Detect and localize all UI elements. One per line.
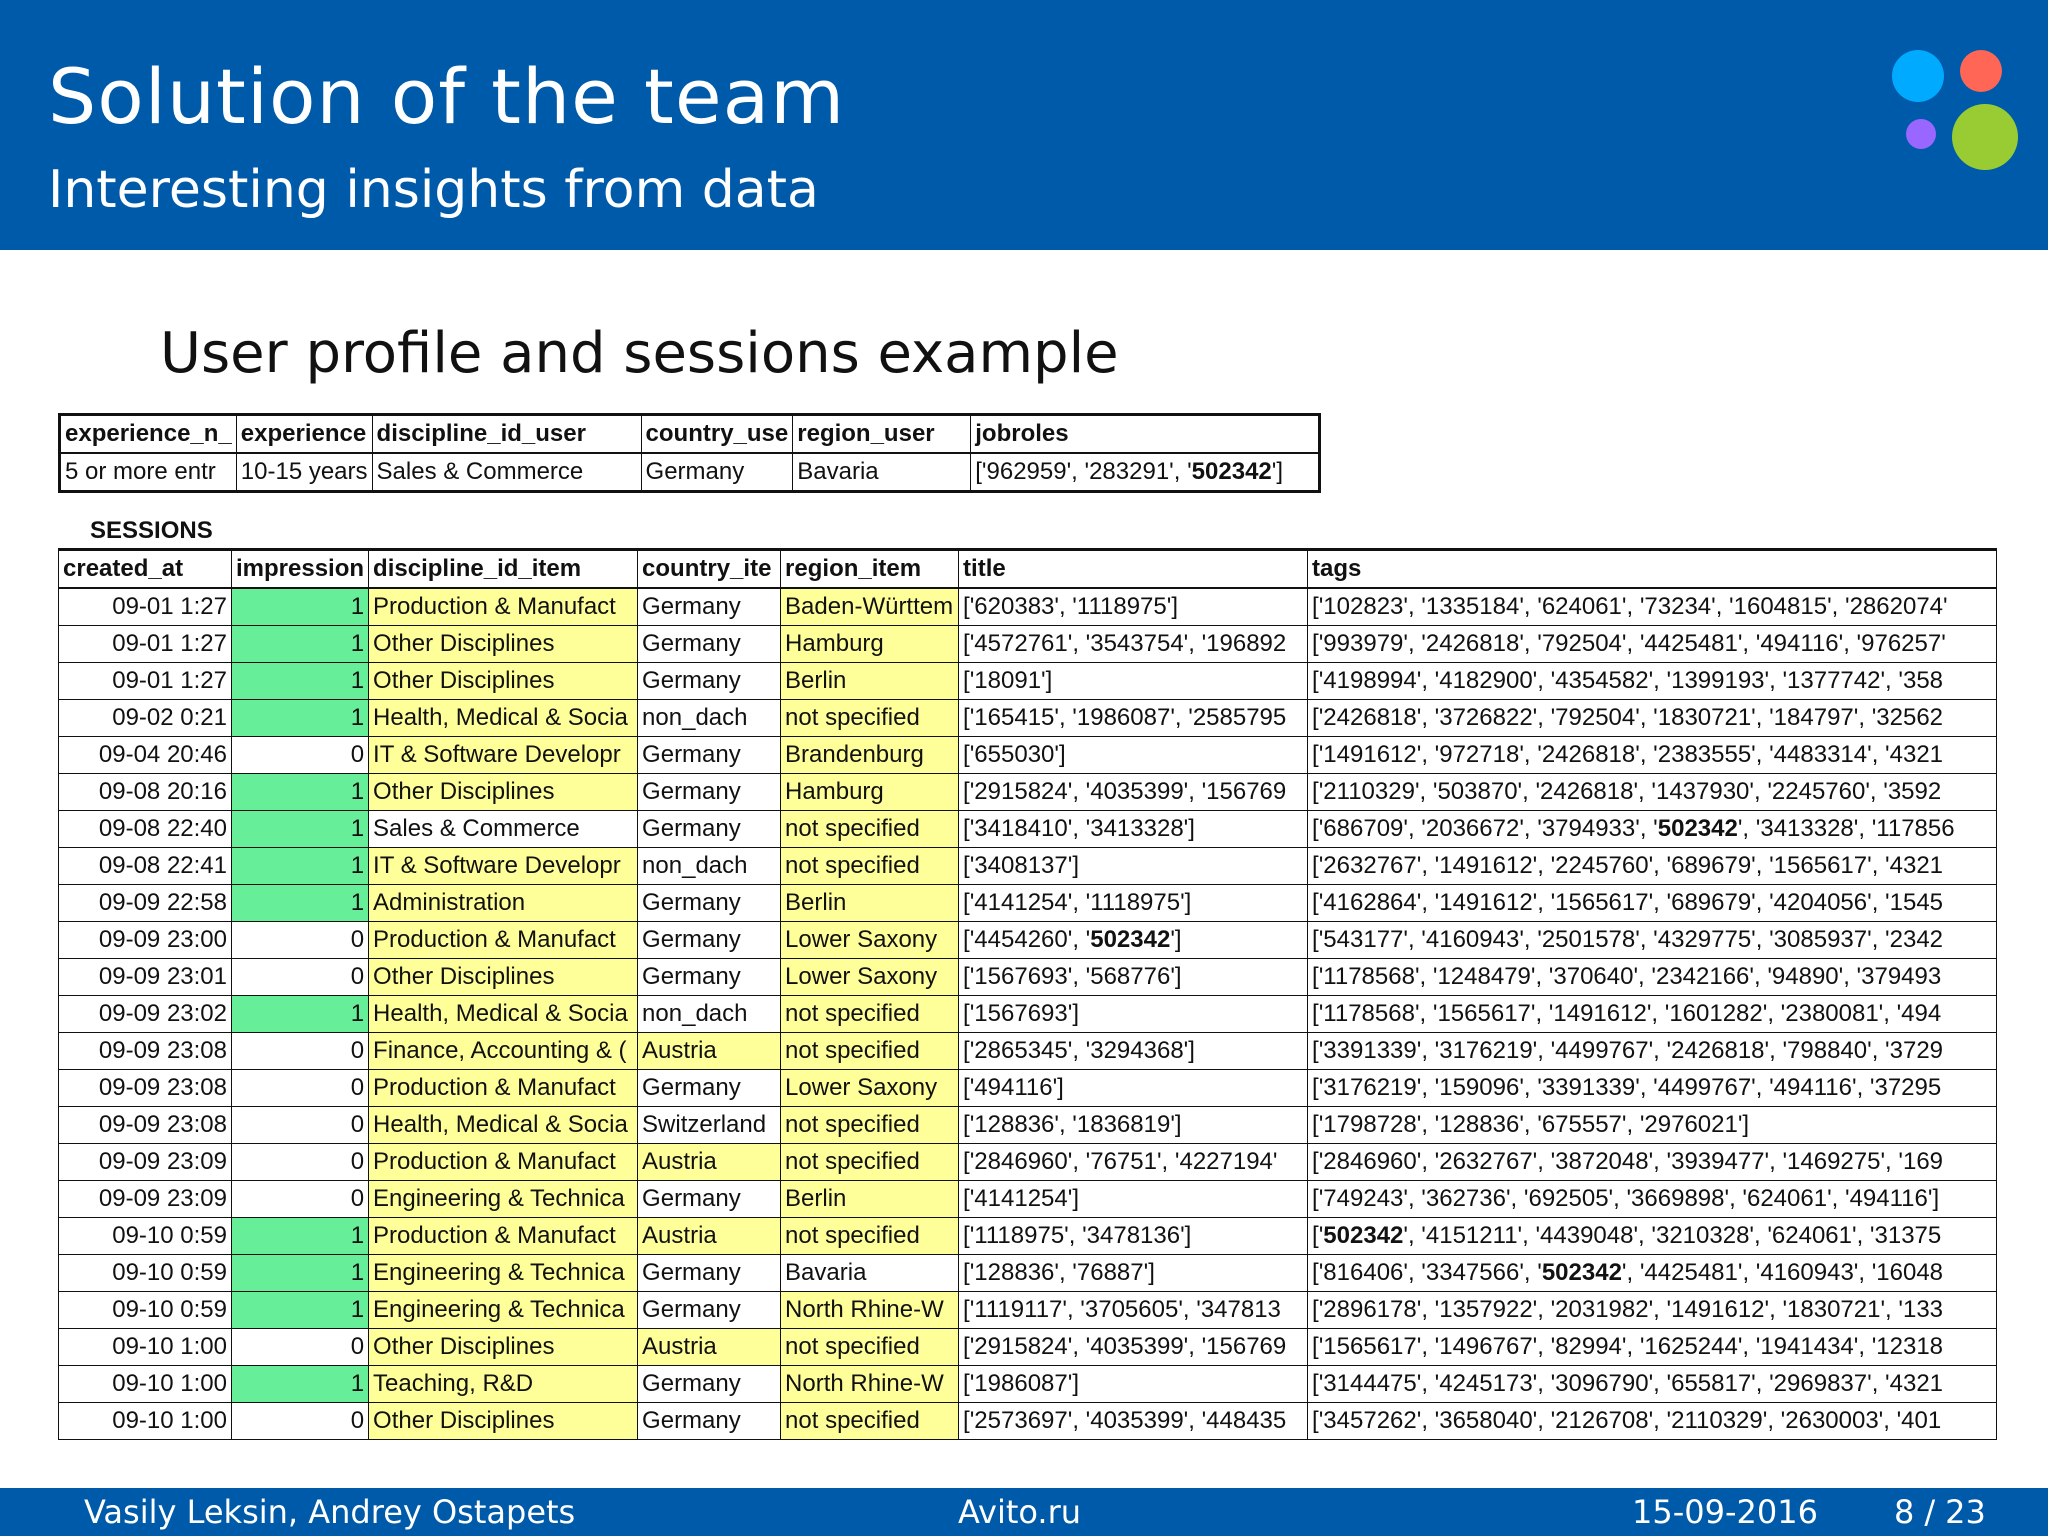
created-at-cell: 09-01 1:27	[59, 626, 232, 663]
impression-cell: 1	[232, 774, 369, 811]
region-cell: Lower Saxony	[781, 922, 959, 959]
profile-cell: Germany	[641, 453, 793, 492]
country-cell: Germany	[638, 1070, 781, 1107]
created-at-cell: 09-04 20:46	[59, 737, 232, 774]
profile-cell: Bavaria	[793, 453, 971, 492]
region-cell: not specified	[781, 1329, 959, 1366]
impression-cell: 0	[232, 1107, 369, 1144]
sessions-col-header: country_ite	[638, 550, 781, 589]
footer-institute: Avito.ru	[958, 1493, 1082, 1531]
session-row	[59, 774, 1997, 811]
tags-cell: ['3176219', '159096', '3391339', '4499767', '494116', '37295	[1308, 1070, 1997, 1107]
tags-cell: ['993979', '2426818', '792504', '4425481', '494116', '976257'	[1308, 626, 1997, 663]
session-row	[59, 885, 1997, 922]
discipline-cell: Other Disciplines	[369, 774, 638, 811]
title-cell: ['4141254']	[959, 1181, 1308, 1218]
created-at-cell: 09-09 23:09	[59, 1181, 232, 1218]
footer-date: 15-09-2016	[1632, 1493, 1818, 1531]
discipline-cell: Other Disciplines	[369, 1403, 638, 1440]
region-cell: Bavaria	[781, 1255, 959, 1292]
region-cell: North Rhine-W	[781, 1366, 959, 1403]
session-row	[59, 1366, 1997, 1403]
footer-page-total: 23	[1945, 1493, 1986, 1531]
impression-cell: 1	[232, 885, 369, 922]
region-cell: North Rhine-W	[781, 1292, 959, 1329]
country-cell: Austria	[638, 1033, 781, 1070]
highlighted-id: 502342	[1657, 815, 1738, 842]
created-at-cell: 09-02 0:21	[59, 700, 232, 737]
created-at-cell: 09-10 0:59	[59, 1292, 232, 1329]
cell-text: ['4454260', '	[963, 926, 1091, 953]
profile-col-header: discipline_id_user	[372, 415, 641, 454]
session-row	[59, 588, 1997, 626]
sessions-header-row	[59, 550, 1997, 589]
discipline-cell: Teaching, R&D	[369, 1366, 638, 1403]
slide-title: Solution of the team	[48, 52, 846, 141]
impression-cell: 0	[232, 1403, 369, 1440]
tags-cell: ['3457262', '3658040', '2126708', '2110329', '2630003', '401	[1308, 1403, 1997, 1440]
title-cell: ['1567693', '568776']	[959, 959, 1308, 996]
region-cell: not specified	[781, 700, 959, 737]
discipline-cell: Engineering & Technica	[369, 1255, 638, 1292]
session-row	[59, 1292, 1997, 1329]
footer-authors: Vasily Leksin, Andrey Ostapets	[84, 1493, 576, 1531]
country-cell: Germany	[638, 774, 781, 811]
region-cell: not specified	[781, 1218, 959, 1255]
discipline-cell: Other Disciplines	[369, 626, 638, 663]
title-cell: ['128836', '76887']	[959, 1255, 1308, 1292]
profile-col-header: experience	[236, 415, 372, 454]
highlighted-id: 502342	[1541, 1259, 1622, 1286]
region-cell: Hamburg	[781, 774, 959, 811]
discipline-cell: Engineering & Technica	[369, 1292, 638, 1329]
created-at-cell: 09-10 1:00	[59, 1403, 232, 1440]
impression-cell: 0	[232, 922, 369, 959]
impression-cell: 0	[232, 1070, 369, 1107]
created-at-cell: 09-09 23:09	[59, 1144, 232, 1181]
discipline-cell: Sales & Commerce	[369, 811, 638, 848]
country-cell: Germany	[638, 588, 781, 626]
country-cell: Switzerland	[638, 1107, 781, 1144]
cell-text: ', '3413328', '117856	[1737, 815, 1955, 842]
session-row	[59, 811, 1997, 848]
tags-cell: ['2426818', '3726822', '792504', '1830721', '184797', '32562	[1308, 700, 1997, 737]
sessions-label: SESSIONS	[90, 517, 213, 544]
region-cell: not specified	[781, 848, 959, 885]
session-row	[59, 1033, 1997, 1070]
tags-cell: ['3391339', '3176219', '4499767', '2426818', '798840', '3729	[1308, 1033, 1997, 1070]
title-cell: ['4572761', '3543754', '196892	[959, 626, 1308, 663]
discipline-cell: IT & Software Developr	[369, 737, 638, 774]
footer-page-separator: /	[1924, 1493, 1936, 1531]
country-cell: Germany	[638, 663, 781, 700]
frame-title: User profile and sessions example	[160, 321, 1119, 386]
sessions-col-header: title	[959, 550, 1308, 589]
jobroles-prefix: ['962959', '283291', '	[975, 458, 1192, 485]
title-cell: ['2846960', '76751', '4227194'	[959, 1144, 1308, 1181]
sessions-col-header: tags	[1308, 550, 1997, 589]
created-at-cell: 09-09 23:02	[59, 996, 232, 1033]
created-at-cell: 09-10 0:59	[59, 1218, 232, 1255]
region-cell: Baden-Württem	[781, 588, 959, 626]
region-cell: not specified	[781, 1033, 959, 1070]
region-cell: Hamburg	[781, 626, 959, 663]
profile-col-header: country_use	[641, 415, 793, 454]
country-cell: Germany	[638, 1403, 781, 1440]
profile-cell: 10-15 years	[236, 453, 372, 492]
cell-text: ', '4425481', '4160943', '16048	[1621, 1259, 1944, 1286]
title-cell: ['18091']	[959, 663, 1308, 700]
tags-cell: ['1565617', '1496767', '82994', '1625244', '1941434', '12318	[1308, 1329, 1997, 1366]
session-row	[59, 1329, 1997, 1366]
tags-cell: ['543177', '4160943', '2501578', '4329775', '3085937', '2342	[1308, 922, 1997, 959]
discipline-cell: Production & Manufact	[369, 1218, 638, 1255]
region-cell: not specified	[781, 1107, 959, 1144]
tags-cell: ['1178568', '1248479', '370640', '2342166', '94890', '379493	[1308, 959, 1997, 996]
country-cell: Germany	[638, 1181, 781, 1218]
session-row	[59, 1107, 1997, 1144]
tags-cell: ['1178568', '1565617', '1491612', '1601282', '2380081', '494	[1308, 996, 1997, 1033]
profile-col-header: region_user	[793, 415, 971, 454]
tags-cell: ['1798728', '128836', '675557', '2976021']	[1308, 1107, 1997, 1144]
cell-text: ['686709', '2036672', '3794933', '	[1312, 815, 1658, 842]
impression-cell: 1	[232, 811, 369, 848]
tags-cell: ['749243', '362736', '692505', '3669898', '624061', '494116']	[1308, 1181, 1997, 1218]
impression-cell: 1	[232, 996, 369, 1033]
tags-cell: ['1491612', '972718', '2426818', '2383555', '4483314', '4321	[1308, 737, 1997, 774]
impression-cell: 1	[232, 700, 369, 737]
slide-subtitle: Interesting insights from data	[48, 160, 819, 220]
session-row	[59, 737, 1997, 774]
title-cell: ['2915824', '4035399', '156769	[959, 774, 1308, 811]
tags-cell: ['102823', '1335184', '624061', '73234', '1604815', '2862074'	[1308, 588, 1997, 626]
created-at-cell: 09-09 23:08	[59, 1070, 232, 1107]
country-cell: Germany	[638, 1366, 781, 1403]
country-cell: Germany	[638, 885, 781, 922]
impression-cell: 0	[232, 1144, 369, 1181]
jobroles-highlight: 502342	[1191, 458, 1272, 485]
tags-cell	[1308, 811, 1997, 848]
impression-cell: 1	[232, 1255, 369, 1292]
region-cell: Brandenburg	[781, 737, 959, 774]
region-cell: not specified	[781, 1403, 959, 1440]
title-cell: ['4141254', '1118975']	[959, 885, 1308, 922]
tags-cell: ['2846960', '2632767', '3872048', '3939477', '1469275', '169	[1308, 1144, 1997, 1181]
sessions-col-header: region_item	[781, 550, 959, 589]
tags-cell: ['4162864', '1491612', '1565617', '689679', '4204056', '1545	[1308, 885, 1997, 922]
discipline-cell: Health, Medical & Socia	[369, 1107, 638, 1144]
avito-logo-icon	[1880, 44, 2012, 176]
discipline-cell: Health, Medical & Socia	[369, 700, 638, 737]
session-row	[59, 1144, 1997, 1181]
discipline-cell: Engineering & Technica	[369, 1181, 638, 1218]
impression-cell: 1	[232, 848, 369, 885]
sessions-body	[59, 588, 1997, 1440]
jobroles-suffix: ']	[1271, 458, 1284, 485]
title-cell: ['2865345', '3294368']	[959, 1033, 1308, 1070]
created-at-cell: 09-09 23:08	[59, 1107, 232, 1144]
title-cell: ['2573697', '4035399', '448435	[959, 1403, 1308, 1440]
impression-cell: 0	[232, 1033, 369, 1070]
title-cell: ['1986087']	[959, 1366, 1308, 1403]
created-at-cell: 09-01 1:27	[59, 663, 232, 700]
tags-cell	[1308, 1218, 1997, 1255]
created-at-cell: 09-08 22:40	[59, 811, 232, 848]
discipline-cell: Finance, Accounting & (	[369, 1033, 638, 1070]
country-cell: non_dach	[638, 700, 781, 737]
slide-header	[0, 0, 2048, 250]
created-at-cell: 09-09 23:00	[59, 922, 232, 959]
sessions-table	[58, 548, 1997, 1440]
impression-cell: 0	[232, 1329, 369, 1366]
created-at-cell: 09-09 22:58	[59, 885, 232, 922]
discipline-cell: Production & Manufact	[369, 922, 638, 959]
impression-cell: 0	[232, 959, 369, 996]
impression-cell: 0	[232, 1181, 369, 1218]
created-at-cell: 09-10 1:00	[59, 1329, 232, 1366]
profile-data-row	[60, 453, 1320, 492]
highlighted-id: 502342	[1090, 926, 1171, 953]
sessions-col-header: discipline_id_item	[369, 550, 638, 589]
title-cell: ['128836', '1836819']	[959, 1107, 1308, 1144]
discipline-cell: Health, Medical & Socia	[369, 996, 638, 1033]
discipline-cell: Production & Manufact	[369, 1070, 638, 1107]
region-cell: Berlin	[781, 663, 959, 700]
country-cell: Germany	[638, 922, 781, 959]
country-cell: Germany	[638, 1292, 781, 1329]
session-row	[59, 922, 1997, 959]
country-cell: Austria	[638, 1144, 781, 1181]
created-at-cell: 09-08 22:41	[59, 848, 232, 885]
region-cell: not specified	[781, 811, 959, 848]
title-cell: ['655030']	[959, 737, 1308, 774]
created-at-cell: 09-09 23:01	[59, 959, 232, 996]
cell-text: ', '4151211', '4439048', '3210328', '624061', '31375	[1403, 1222, 1942, 1249]
session-row	[59, 1403, 1997, 1440]
title-cell: ['1119117', '3705605', '347813	[959, 1292, 1308, 1329]
profile-col-header: experience_n_	[60, 415, 237, 454]
title-cell: ['1118975', '3478136']	[959, 1218, 1308, 1255]
discipline-cell: Other Disciplines	[369, 663, 638, 700]
country-cell: Austria	[638, 1218, 781, 1255]
discipline-cell: Administration	[369, 885, 638, 922]
impression-cell: 1	[232, 1366, 369, 1403]
discipline-cell: IT & Software Developr	[369, 848, 638, 885]
country-cell: non_dach	[638, 996, 781, 1033]
country-cell: Germany	[638, 959, 781, 996]
discipline-cell: Production & Manufact	[369, 1144, 638, 1181]
session-row	[59, 1255, 1997, 1292]
tags-cell: ['3144475', '4245173', '3096790', '655817', '2969837', '4321	[1308, 1366, 1997, 1403]
created-at-cell: 09-10 0:59	[59, 1255, 232, 1292]
footer-page-number	[1894, 1488, 1986, 1536]
discipline-cell: Other Disciplines	[369, 1329, 638, 1366]
country-cell: Germany	[638, 737, 781, 774]
tags-cell: ['2632767', '1491612', '2245760', '689679', '1565617', '4321	[1308, 848, 1997, 885]
logo-dot-green	[1952, 104, 2018, 170]
country-cell: Germany	[638, 811, 781, 848]
region-cell: Berlin	[781, 885, 959, 922]
region-cell: not specified	[781, 1144, 959, 1181]
sessions-col-header: created_at	[59, 550, 232, 589]
title-cell: ['2915824', '4035399', '156769	[959, 1329, 1308, 1366]
tags-cell: ['4198994', '4182900', '4354582', '1399193', '1377742', '358	[1308, 663, 1997, 700]
logo-dot-red	[1960, 50, 2002, 92]
highlighted-id: 502342	[1323, 1222, 1404, 1249]
session-row	[59, 1181, 1997, 1218]
impression-cell: 1	[232, 626, 369, 663]
tags-cell: ['2896178', '1357922', '2031982', '1491612', '1830721', '133	[1308, 1292, 1997, 1329]
title-cell: ['494116']	[959, 1070, 1308, 1107]
region-cell: Lower Saxony	[781, 1070, 959, 1107]
region-cell: not specified	[781, 996, 959, 1033]
profile-cell: 5 or more entr	[60, 453, 237, 492]
title-cell: ['1567693']	[959, 996, 1308, 1033]
impression-cell: 0	[232, 737, 369, 774]
country-cell: non_dach	[638, 848, 781, 885]
footer-page: 8	[1894, 1493, 1915, 1531]
session-row	[59, 663, 1997, 700]
logo-dot-purple	[1906, 119, 1936, 149]
title-cell: ['165415', '1986087', '2585795	[959, 700, 1308, 737]
profile-jobroles-cell	[971, 453, 1320, 492]
logo-dot-blue	[1892, 50, 1944, 102]
created-at-cell: 09-10 1:00	[59, 1366, 232, 1403]
impression-cell: 1	[232, 1292, 369, 1329]
impression-cell: 1	[232, 1218, 369, 1255]
title-cell	[959, 922, 1308, 959]
slide-footer	[0, 1488, 2048, 1536]
session-row	[59, 959, 1997, 996]
title-cell: ['620383', '1118975']	[959, 588, 1308, 626]
discipline-cell: Other Disciplines	[369, 959, 638, 996]
tags-cell	[1308, 1255, 1997, 1292]
profile-header-row	[60, 415, 1320, 454]
region-cell: Lower Saxony	[781, 959, 959, 996]
created-at-cell: 09-01 1:27	[59, 588, 232, 626]
country-cell: Austria	[638, 1329, 781, 1366]
cell-text: ']	[1170, 926, 1182, 953]
session-row	[59, 1070, 1997, 1107]
created-at-cell: 09-08 20:16	[59, 774, 232, 811]
country-cell: Germany	[638, 1255, 781, 1292]
session-row	[59, 996, 1997, 1033]
user-profile-table	[58, 413, 1321, 493]
session-row	[59, 1218, 1997, 1255]
region-cell: Berlin	[781, 1181, 959, 1218]
impression-cell: 1	[232, 663, 369, 700]
impression-cell: 1	[232, 588, 369, 626]
sessions-col-header: impression	[232, 550, 369, 589]
discipline-cell: Production & Manufact	[369, 588, 638, 626]
session-row	[59, 700, 1997, 737]
session-row	[59, 848, 1997, 885]
cell-text: ['	[1312, 1222, 1324, 1249]
tags-cell: ['2110329', '503870', '2426818', '1437930', '2245760', '3592	[1308, 774, 1997, 811]
country-cell: Germany	[638, 626, 781, 663]
created-at-cell: 09-09 23:08	[59, 1033, 232, 1070]
profile-cell: Sales & Commerce	[372, 453, 641, 492]
title-cell: ['3408137']	[959, 848, 1308, 885]
session-row	[59, 626, 1997, 663]
profile-col-header: jobroles	[971, 415, 1320, 454]
title-cell: ['3418410', '3413328']	[959, 811, 1308, 848]
cell-text: ['816406', '3347566', '	[1312, 1259, 1542, 1286]
